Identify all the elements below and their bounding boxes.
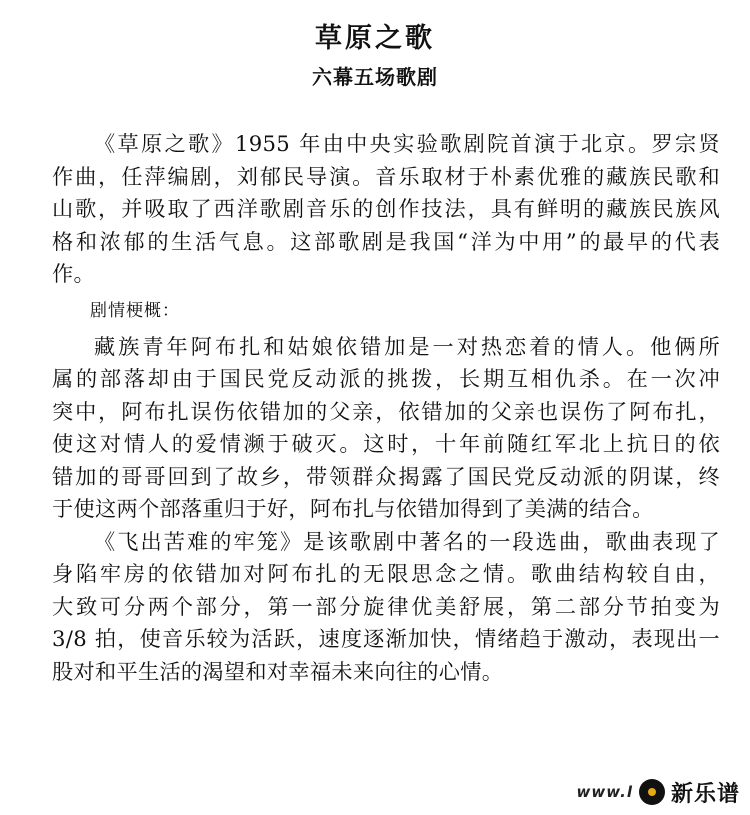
document-body xyxy=(52,128,720,688)
song-paragraph xyxy=(52,526,720,689)
intro-line: 作。 xyxy=(52,261,95,286)
plot-line: 于使这两个部落重归于好，阿布扎与依错加得到了美满的结合。 xyxy=(52,496,654,521)
song-line: 《飞出苦难的牢笼》是该歌剧中著名的一段选曲，歌曲表现了 xyxy=(94,528,720,554)
page-title: 草原之歌 xyxy=(315,23,435,54)
plot-line: 使这对情人的爱情濒于破灭。这时，十年前随红军北上抗日的依 xyxy=(52,431,720,456)
plot-summary-label: 剧情梗概： xyxy=(90,300,180,321)
intro-line: 作曲，任萍编剧，刘郁民导演。音乐取材于朴素优雅的藏族民歌和 xyxy=(52,163,720,189)
watermark-brand: 新乐谱 xyxy=(670,781,740,807)
song-line: 身陷牢房的依错加对阿布扎的无限思念之情。歌曲结构较自由， xyxy=(52,561,720,586)
plot-line: 属的部落却由于国民党反动派的挑拨，长期互相仇杀。在一次冲 xyxy=(52,366,720,391)
plot-line: 错加的哥哥回到了故乡，带领群众揭露了国民党反动派的阴谋，终 xyxy=(52,463,720,489)
song-line: 大致可分两个部分，第一部分旋律优美舒展，第二部分节拍变为 xyxy=(52,593,720,619)
intro-line: 《草原之歌》1955 年由中央实验歌剧院首演于北京。罗宗贤 xyxy=(94,131,720,156)
intro-line: 格和浓郁的生活气息。这部歌剧是我国“洋为中用”的最早的代表 xyxy=(52,228,720,254)
vinyl-disc-icon xyxy=(639,779,665,805)
intro-line: 山歌，并吸取了西洋歌剧音乐的创作技法，具有鲜明的藏族民族风 xyxy=(52,196,720,221)
plot-line: 藏族青年阿布扎和姑娘依错加是一对热恋着的情人。他俩所 xyxy=(94,333,720,359)
plot-line: 突中，阿布扎误伤依错加的父亲，依错加的父亲也误伤了阿布扎， xyxy=(52,398,720,424)
watermark-url: www.l xyxy=(576,783,633,801)
song-line: 3/8 拍，使音乐较为活跃，速度逐渐加快，情绪趋于激动，表现出一 xyxy=(52,626,720,651)
intro-paragraph xyxy=(52,128,720,291)
watermark xyxy=(577,777,740,807)
page-subtitle: 六幕五场歌剧 xyxy=(312,65,438,89)
song-line: 股对和平生活的渴望和对幸福未来向往的心情。 xyxy=(52,658,504,684)
plot-paragraph xyxy=(52,331,720,526)
